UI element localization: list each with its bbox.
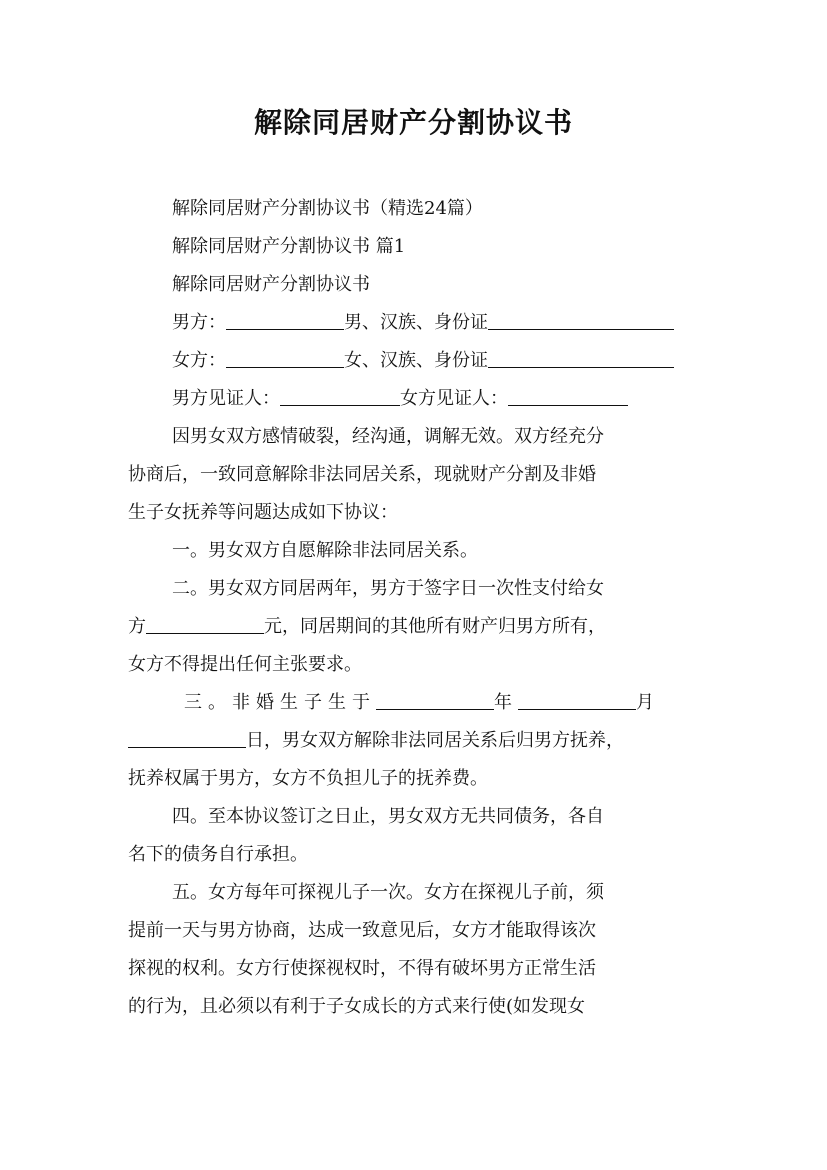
male-witness-blank[interactable] bbox=[280, 381, 400, 406]
female-witness-blank[interactable] bbox=[508, 381, 628, 406]
item-2-suffix: 元，同居期间的其他所有财产归男方所有， bbox=[264, 616, 606, 637]
female-party-line bbox=[128, 342, 708, 380]
item-2-line-2 bbox=[128, 608, 708, 646]
birth-day-blank[interactable] bbox=[128, 723, 246, 748]
month-label: 月 bbox=[636, 692, 654, 713]
female-witness-label: 女方见证人： bbox=[400, 388, 508, 409]
female-label: 女方： bbox=[172, 350, 226, 371]
article-heading: 解除同居财产分割协议书 篇1 bbox=[172, 236, 406, 257]
item-3-line-1 bbox=[128, 684, 708, 722]
item-3-line-3: 抚养权属于男方，女方不负担儿子的抚养费。 bbox=[128, 768, 488, 789]
item-4-line-2: 名下的债务自行承担。 bbox=[128, 844, 308, 865]
document-body bbox=[128, 190, 708, 1026]
intro-line-1: 因男女双方感情破裂，经沟通，调解无效。双方经充分 bbox=[172, 426, 604, 447]
male-label: 男方： bbox=[172, 312, 226, 333]
male-name-blank[interactable] bbox=[226, 305, 344, 330]
article-title: 解除同居财产分割协议书 bbox=[172, 274, 370, 295]
item-2-line-1: 二。男女双方同居两年，男方于签字日一次性支付给女 bbox=[172, 578, 604, 599]
item-5-line-2: 提前一天与男方协商，达成一致意见后，女方才能取得该次 bbox=[128, 920, 596, 941]
intro-line-2: 协商后，一致同意解除非法同居关系，现就财产分割及非婚 bbox=[128, 464, 596, 485]
item-1: 一。男女双方自愿解除非法同居关系。 bbox=[172, 540, 478, 561]
item-4-line-1: 四。至本协议签订之日止，男女双方无共同债务，各自 bbox=[172, 806, 604, 827]
document-title: 解除同居财产分割协议书 bbox=[253, 106, 573, 139]
payment-amount-blank[interactable] bbox=[146, 609, 264, 634]
male-witness-label: 男方见证人： bbox=[172, 388, 280, 409]
female-name-blank[interactable] bbox=[226, 343, 344, 368]
item-5-line-3: 探视的权利。女方行使探视权时，不得有破坏男方正常生活 bbox=[128, 958, 596, 979]
birth-month-blank[interactable] bbox=[518, 685, 636, 710]
male-party-line bbox=[128, 304, 708, 342]
item-2-prefix: 方 bbox=[128, 616, 146, 637]
male-info-label: 男、汉族、身份证 bbox=[344, 312, 488, 333]
item-3-line-2 bbox=[128, 722, 708, 760]
female-id-blank[interactable] bbox=[488, 343, 674, 368]
birth-year-blank[interactable] bbox=[376, 685, 494, 710]
male-id-blank[interactable] bbox=[488, 305, 674, 330]
female-info-label: 女、汉族、身份证 bbox=[344, 350, 488, 371]
witness-line bbox=[128, 380, 708, 418]
subtitle: 解除同居财产分割协议书（精选24篇） bbox=[172, 198, 483, 219]
intro-line-3: 生子女抚养等问题达成如下协议： bbox=[128, 502, 398, 523]
item-2-line-3: 女方不得提出任何主张要求。 bbox=[128, 654, 362, 675]
year-label: 年 bbox=[494, 692, 518, 713]
item-5-line-1: 五。女方每年可探视儿子一次。女方在探视儿子前，须 bbox=[172, 882, 604, 903]
item-3-suffix: 日，男女双方解除非法同居关系后归男方抚养， bbox=[246, 730, 624, 751]
item-3-prefix: 三。非婚生子生于 bbox=[184, 692, 376, 713]
item-5-line-4: 的行为，且必须以有利于子女成长的方式来行使(如发现女 bbox=[128, 996, 586, 1017]
